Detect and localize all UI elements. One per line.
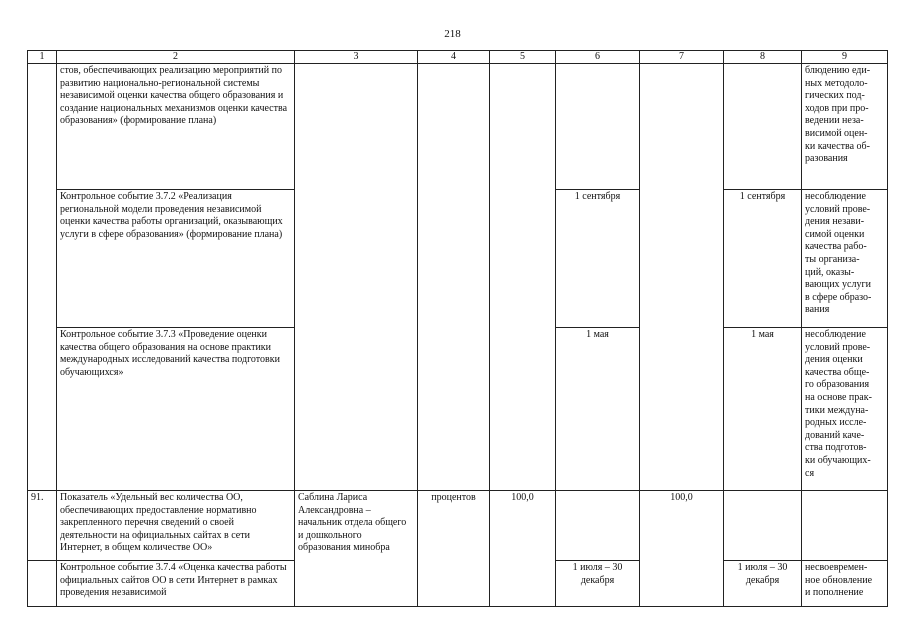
cell-date-fact: 1 мая (724, 328, 802, 491)
cell-responsible: Саблина Лариса Александровна – начальник отдела общего и дошкольного образования минобра (295, 491, 418, 607)
cell-date-plan: 1 сентября (556, 190, 640, 328)
cell-date-fact: 1 сентября (724, 190, 802, 328)
cell-description: Показатель «Удельный вес количества ОО, обеспечивающих предоставление нормативно закрепленного перечня сведений о своей деятельности на официальных сайтах в сети Интернет, в общем количестве ОО» (57, 491, 295, 561)
cell-value-fact: 100,0 (640, 491, 724, 607)
column-number-row (28, 51, 888, 64)
cell-date-fact (724, 64, 802, 190)
table-row (28, 64, 888, 190)
cell-value-fact (640, 64, 724, 491)
column-header: 2 (57, 51, 295, 64)
column-header: 5 (490, 51, 556, 64)
cell-number (28, 561, 57, 607)
cell-description: Контрольное событие 3.7.2 «Реализация региональной модели проведения независимой оценки качества работы организаций, оказывающих услуги в сфере образования» (формирование плана) (57, 190, 295, 328)
cell-date-plan (556, 491, 640, 561)
column-header: 9 (802, 51, 888, 64)
column-header: 3 (295, 51, 418, 64)
cell-risk: несоблюдение условий прове- дения оценки качества обще- го образования на основе прак- тики междуна- родных иссле- дований каче- ства подготов- ки обучающих- ся (802, 328, 888, 491)
column-header: 6 (556, 51, 640, 64)
cell-value: 100,0 (490, 491, 556, 607)
cell-number (28, 64, 57, 491)
cell-risk: блюдению еди- ных методоло- гических под- ходов при про- ведении неза- висимой оцен- ки качества об- разования (802, 64, 888, 190)
cell-risk: несвоевремен- ное обновление и пополнение (802, 561, 888, 607)
cell-description: Контрольное событие 3.7.4 «Оценка качества работы официальных сайтов ОО в сети Интернет в рамках проведения независимой (57, 561, 295, 607)
column-header: 1 (28, 51, 57, 64)
cell-date-fact (724, 491, 802, 561)
table-row (28, 491, 888, 561)
cell-description: Контрольное событие 3.7.3 «Проведение оценки качества общего образования на основе практики международных исследований качества подготовки обучающихся» (57, 328, 295, 491)
column-header: 7 (640, 51, 724, 64)
cell-description: стов, обеспечивающих реализацию мероприятий по развитию национально-региональной системы независимой оценки качества общего образования и создание национальных механизмов оценки качества образования» (формирование плана) (57, 64, 295, 190)
cell-risk (802, 491, 888, 561)
cell-risk: несоблюдение условий прове- дения незави- симой оценки качества рабо- ты организа- ций, оказы- вающих услуги в сфере образо- вания (802, 190, 888, 328)
cell-date-fact: 1 июля – 30 декабря (724, 561, 802, 607)
cell-date-plan: 1 июля – 30 декабря (556, 561, 640, 607)
column-header: 8 (724, 51, 802, 64)
cell-date-plan: 1 мая (556, 328, 640, 491)
cell-number: 91. (28, 491, 57, 561)
cell-date-plan (556, 64, 640, 190)
page-number: 218 (444, 28, 461, 40)
plan-table (27, 50, 888, 607)
column-header: 4 (418, 51, 490, 64)
cell-unit: процентов (418, 491, 490, 607)
cell-value (490, 64, 556, 491)
cell-responsible (295, 64, 418, 491)
cell-unit (418, 64, 490, 491)
